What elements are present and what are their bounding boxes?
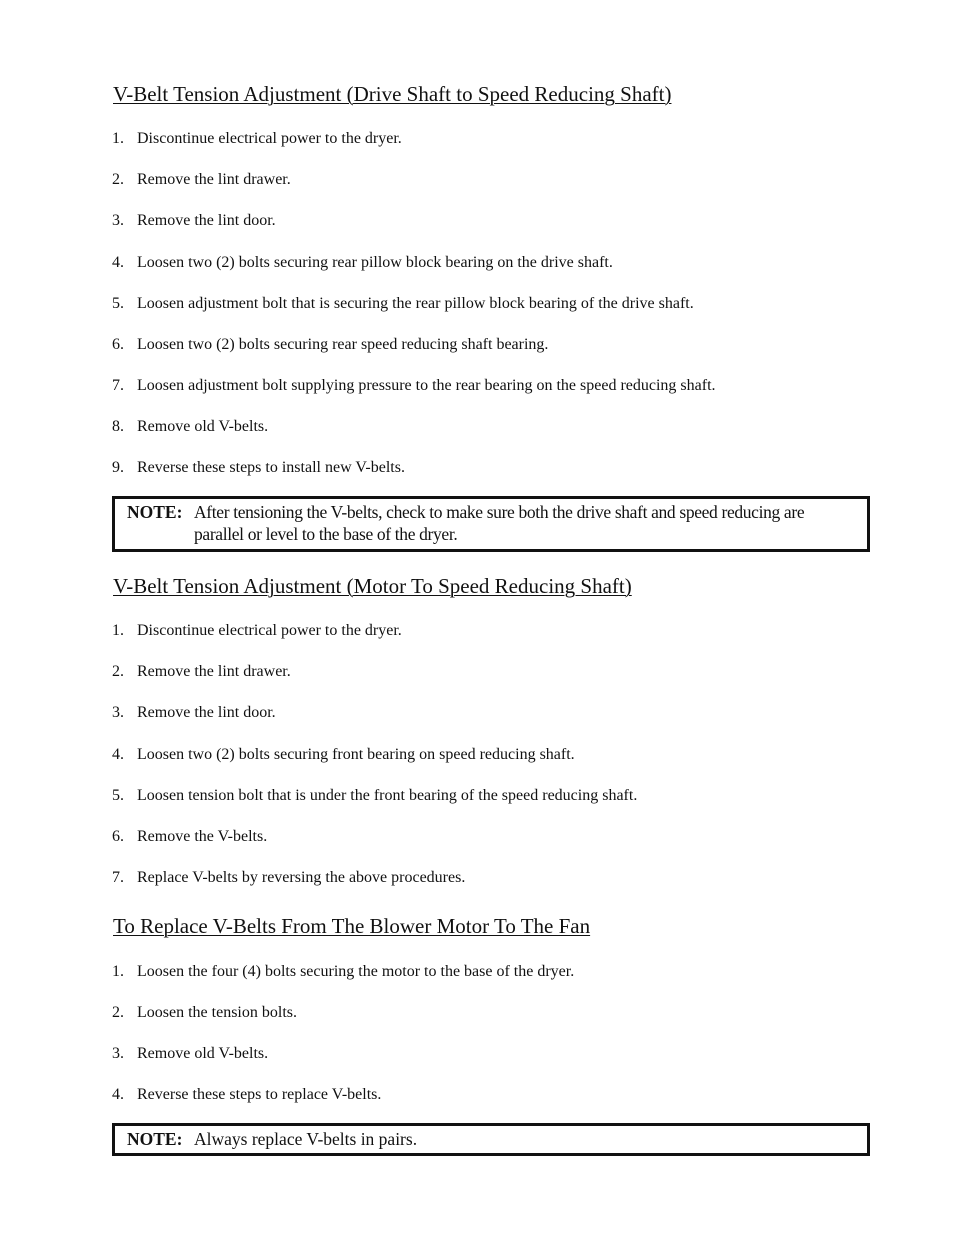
step-text: Reverse these steps to replace V-belts. [137, 1086, 382, 1103]
list-item [112, 1003, 297, 1023]
step-text: Remove old V-belts. [137, 1045, 269, 1062]
step-text: Remove the lint door. [137, 704, 276, 721]
list-item [112, 745, 575, 765]
step-text: Loosen adjustment bolt supplying pressure to the rear bearing on the speed reducing shaft. [137, 377, 716, 394]
step-text: Replace V-belts by reversing the above procedures. [137, 869, 466, 886]
step-text: Remove the lint drawer. [137, 663, 291, 680]
step-number: 4. [112, 746, 124, 763]
list-item [112, 458, 405, 478]
step-text: Loosen adjustment bolt that is securing the rear pillow block bearing of the drive shaft. [137, 295, 694, 312]
step-number: 6. [112, 336, 124, 353]
list-item [112, 621, 402, 641]
step-number: 2. [112, 171, 124, 188]
list-item [112, 1044, 268, 1064]
list-item [112, 294, 694, 314]
step-number: 2. [112, 663, 124, 680]
step-text: Loosen two (2) bolts securing rear pillow block bearing on the drive shaft. [137, 254, 613, 271]
note-label: NOTE: [127, 1129, 183, 1149]
step-text: Loosen the four (4) bolts securing the motor to the base of the dryer. [137, 963, 575, 980]
list-item [112, 662, 291, 682]
list-item [112, 376, 716, 396]
section-title-blower-motor: To Replace V-Belts From The Blower Motor To The Fan [113, 914, 591, 938]
step-text: Loosen two (2) bolts securing front bearing on speed reducing shaft. [137, 746, 575, 763]
step-text: Remove the lint drawer. [137, 171, 291, 188]
section-title-motor: V-Belt Tension Adjustment (Motor To Speed Reducing Shaft) [113, 574, 632, 598]
list-item [112, 962, 574, 982]
note-box-pairs [112, 1123, 870, 1156]
note-box-tensioning [112, 496, 870, 552]
step-number: 1. [112, 622, 124, 639]
note-text: After tensioning the V-belts, check to make sure both the drive shaft and speed reducing are parallel or level to the base of the dryer. [194, 502, 805, 544]
step-text: Loosen tension bolt that is under the front bearing of the speed reducing shaft. [137, 787, 638, 804]
step-number: 7. [112, 377, 124, 394]
step-number: 9. [112, 459, 124, 476]
list-item [112, 868, 465, 888]
step-text: Remove the lint door. [137, 212, 276, 229]
step-number: 3. [112, 212, 124, 229]
step-number: 2. [112, 1004, 124, 1021]
step-number: 1. [112, 963, 124, 980]
step-number: 7. [112, 869, 124, 886]
step-text: Remove old V-belts. [137, 418, 269, 435]
step-text: Discontinue electrical power to the dryer. [137, 622, 402, 639]
step-number: 6. [112, 828, 124, 845]
step-text: Loosen the tension bolts. [137, 1004, 297, 1021]
list-item [112, 827, 267, 847]
list-item [112, 211, 276, 231]
list-item [112, 1085, 381, 1105]
step-number: 4. [112, 254, 124, 271]
step-text: Remove the V-belts. [137, 828, 268, 845]
step-text: Discontinue electrical power to the dryer. [137, 130, 402, 147]
list-item [112, 170, 291, 190]
list-item [112, 335, 548, 355]
list-item [112, 786, 637, 806]
step-number: 3. [112, 704, 124, 721]
step-number: 4. [112, 1086, 124, 1103]
step-text: Loosen two (2) bolts securing rear speed reducing shaft bearing. [137, 336, 549, 353]
step-text: Reverse these steps to install new V-belts. [137, 459, 405, 476]
list-item [112, 417, 268, 437]
step-number: 8. [112, 418, 124, 435]
step-number: 5. [112, 295, 124, 312]
list-item [112, 703, 276, 723]
section-title-drive-shaft: V-Belt Tension Adjustment (Drive Shaft to Speed Reducing Shaft) [113, 82, 672, 106]
list-item [112, 253, 613, 273]
list-item [112, 129, 402, 149]
note-label: NOTE: [127, 502, 183, 522]
step-number: 1. [112, 130, 124, 147]
step-number: 5. [112, 787, 124, 804]
note-text: Always replace V-belts in pairs. [194, 1129, 418, 1149]
step-number: 3. [112, 1045, 124, 1062]
